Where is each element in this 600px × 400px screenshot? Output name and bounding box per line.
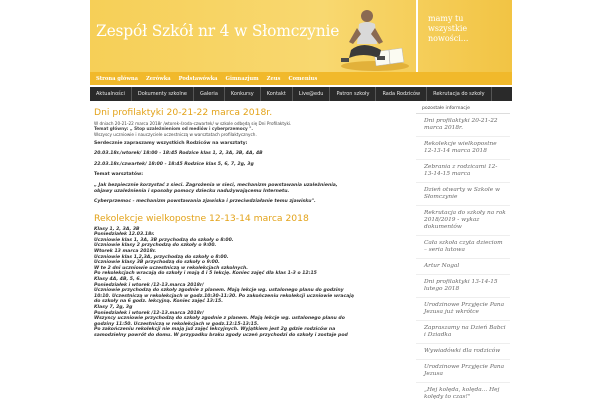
post-text: Po zakończeniu rekolekcji nie mają już zajęć lekcyjnych. Wyjątkiem jest 2g gdzie rodziców na (94, 327, 336, 333)
sidebar-link[interactable]: Wywiadówki dla rodziców (416, 344, 510, 360)
post-text: do szkoły na 6 godz. lekcyjną. Koniec zajęć 13:15. (94, 299, 223, 305)
post-text: Uczniowie przychodzą do szkoły zgodnie z planem. Mają lekcje wg. ustalonego planu do godziny (94, 288, 344, 294)
menu-item-gimnazjum[interactable]: Gimnazjum (225, 75, 259, 82)
menu-item-podstawowka[interactable]: Podstawówka (178, 75, 218, 82)
menu-item-zeus[interactable]: Zeus (266, 75, 281, 82)
post-text: Klasy 7, 2g, 3g (94, 304, 133, 310)
post-text: „ Jak bezpiecznie korzystać z sieci. Zagrożenia w sieci, mechanizm powstawania uzależnienia, (94, 183, 338, 189)
sidebar-link[interactable]: Urodzinowe Przyjęcie Pana Jezusa (416, 360, 510, 383)
sidebar-link[interactable]: Artur Nogal (416, 259, 510, 275)
sidebar-link[interactable]: Dni profilaktyki 20-21-22 marca 2018r. (416, 114, 510, 137)
menu-item-patron[interactable]: Patron szkoły (330, 87, 376, 101)
menu-item-rekrutacja[interactable]: Rekrutacja do szkoły (427, 87, 491, 101)
sidebar-link[interactable]: Zebrania z rodzicami 12-13-14-15 marca (416, 160, 510, 183)
menu-item-aktualnosci[interactable]: Aktualności (90, 87, 132, 101)
post-text: godziny 11:50. Uczestniczą w rekolekcjach w godz.12:15-13:15. (94, 321, 259, 327)
post-text: 20.03.18r./wtorek/ 18:00 - 18:45 Rodzice klas 1, 2, 3A, 3B, 4A, 4B (94, 151, 263, 157)
menu-item-comenius[interactable]: Comenius (288, 75, 318, 82)
sidebar-link[interactable]: „Hej kolęda, kolęda... Hej kolędy to czas!" (416, 383, 510, 400)
menu-item-konkursy[interactable]: Konkursy (225, 87, 261, 101)
student-reading-photo (333, 6, 413, 72)
site-slogan: mamy tu wszystkie nowości... (428, 14, 469, 43)
post-title-rekolekcje[interactable]: Rekolekcje wielkopostne 12-13-14 marca 2018 (94, 212, 309, 224)
sidebar (416, 104, 510, 400)
page-margin-right (512, 0, 600, 400)
post-text: Poniedziałek i wtorek /12-13.marca 2018r/ (94, 310, 204, 316)
site-header (90, 0, 512, 72)
menu-item-kontakt[interactable]: Kontakt (261, 87, 293, 101)
post-text: Uczniowie klas 1, 3A, 3B przychodzą do szkoły o 8:00. (94, 237, 234, 243)
menu-item-dokumenty[interactable]: Dokumenty szkolne (132, 87, 194, 101)
sidebar-link[interactable]: Dzień otwarty w Szkole w Słomczynie (416, 183, 510, 206)
post-text: Cyberprzemoc - mechanizm powstawania zjawiska i przeciwdziałanie temu zjawisku". (94, 199, 316, 205)
post-text: Wtorek 13 marca 2018r. (94, 249, 157, 255)
sidebar-link[interactable]: Urodzinowe Przyjęcie Pana Jezusa już wkrótce (416, 298, 510, 321)
sidebar-link[interactable]: Rekrutacja do szkoły na rok 2018/2019 - wykaz dokumentów (416, 206, 510, 236)
sidebar-title: pozostałe informacje (416, 104, 510, 114)
post-text: Wszyscy uczniowie przychodzą do szkoły zgodnie z planem. Mają lekcje wg. ustalonego planu do (94, 316, 345, 322)
post-text: Poniedziałek i wtorek /12-13.marca 2018r/ (94, 282, 204, 288)
post-text: Klasy 1, 2, 3A, 3B (94, 226, 140, 232)
post-text: Po rekolekcjach wracają do szkoły i mają 4 i 5 lekcję. Koniec zajęć dla klas 1-3 o 12:15 (94, 271, 317, 277)
post-text: Uczniowie klas 1,2,3A, przychodzą do szkoły o 8:00. (94, 254, 229, 260)
slogan-box (416, 0, 512, 72)
menu-item-live-edu[interactable]: Live@edu (293, 87, 331, 101)
post-text: objawy uzależnienia i sposoby pomocy dziecku nadużywającemu Internetu. (94, 189, 290, 195)
menu-item-home[interactable]: Strona główna (96, 75, 138, 82)
post-title-dni-profilaktyki[interactable]: Dni profilaktyki 20-21-22 marca 2018r. (94, 107, 273, 118)
menu-item-zerowka[interactable]: Zerówka (145, 75, 171, 82)
post-text: samodzielny powrót do domu. W przypadku braku zgody uczeń przychodzi do szkoły i zostaje pod (94, 332, 348, 338)
post-text-bold: Temat główny: „ Stop uzależnieniom od mediów i cyberprzemocy ". (94, 126, 254, 132)
post-text: W te 2 dni uczniowie uczestniczą w rekolekcjach szkolnych. (94, 265, 249, 271)
post-text: Uczniowie klasy 3B przychodzą do szkoły o 9:00. (94, 260, 220, 266)
sidebar-link[interactable]: Cała szkoła czyta dzieciom – seria lutowa (416, 236, 510, 259)
post-text: 22.03.18r./czwartek/ 18:00 - 18:45 Rodzice klas 5, 6, 7, 2g, 3g (94, 161, 254, 167)
post-text: Wszyscy uczniowie i nauczyciele uczestniczą w warsztatach profilaktycznych. (94, 131, 257, 137)
post-text: Temat warsztatów: (94, 171, 144, 177)
post-text: Serdecznie zapraszamy wszystkich Rodziców na warsztaty: (94, 141, 248, 147)
primary-menu (90, 72, 512, 85)
post-text: W dniach 20-21-22 marca 2018r /wtorek-środa-czwartek/ w szkole odbędą się Dni Profilaktyki. (94, 121, 292, 126)
page-wrapper (90, 0, 512, 400)
post-text: Poniedziałek 12.03.18r. (94, 232, 155, 238)
site-title[interactable]: Zespół Szkół nr 4 w Słomczynie (96, 22, 340, 40)
menu-item-rada-rodzicow[interactable]: Rada Rodziców (376, 87, 427, 101)
sidebar-link[interactable]: Dni profilaktyki 13-14-15 lutego 2018 (416, 275, 510, 298)
post-text: Uczniowie klasy 2 przychodzą do szkoły o 9:00. (94, 243, 217, 249)
sidebar-link[interactable]: Zapraszamy na Dzień Babci i Dziadka (416, 321, 510, 344)
post-text: Klasy 4A, 4B, 5, 6. (94, 276, 142, 282)
main-content (94, 104, 412, 400)
menu-item-galeria[interactable]: Galeria (194, 87, 225, 101)
secondary-menu (90, 87, 512, 101)
post-text: 10:10. Uczestniczą w rekolekcjach w godz.10:30-11:30. Po zakończeniu rekolekcji uczniowie wracają (94, 293, 354, 299)
sidebar-link[interactable]: Rekolekcje wielkopostne 12-13-14 marca 2018 (416, 137, 510, 160)
